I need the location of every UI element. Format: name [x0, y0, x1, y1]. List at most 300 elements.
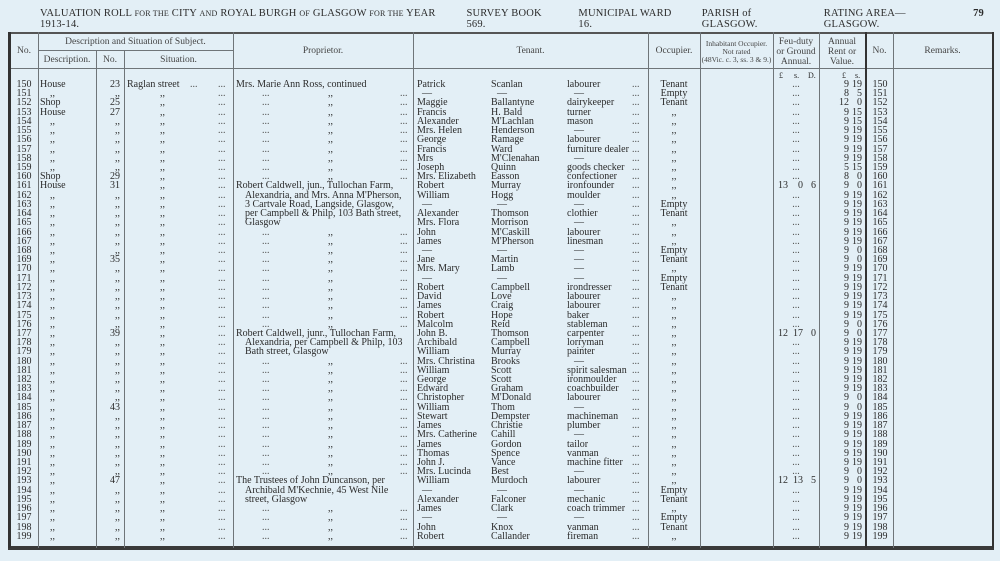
row-number: 198 — [16, 521, 32, 533]
occupier: ,, — [671, 438, 677, 450]
proprietor-ditto: ,, — [328, 281, 333, 293]
tenant-dots: ... — [632, 143, 640, 155]
row-number-right: 157 — [872, 143, 888, 155]
tenant-dots: ... — [632, 410, 640, 422]
tenant-occupation: coach trimmer — [567, 503, 626, 515]
row-number: 180 — [16, 355, 32, 367]
feu-duty: ... — [792, 198, 800, 210]
proprietor-dots: ... — [262, 143, 270, 155]
house-number: ,, — [115, 115, 120, 127]
house-number: ,, — [115, 457, 120, 469]
proprietor-dots: ... — [400, 272, 408, 284]
proprietor-dots: ... — [400, 281, 408, 293]
situation-dots: ... — [218, 134, 226, 146]
tenant-first-name: William — [417, 346, 450, 358]
occupier: ,, — [671, 291, 677, 303]
header-proprietor: Proprietor. — [302, 46, 344, 56]
proprietor-ditto: ,, — [328, 447, 333, 459]
row-number-right: 159 — [872, 161, 888, 173]
situation-ditto: ,, — [160, 420, 165, 432]
rent-shillings: 19 — [852, 364, 862, 376]
occupier: ,, — [671, 337, 677, 349]
tenant-first-name: James — [417, 503, 442, 515]
tenant-occupation: — — [574, 484, 584, 496]
proprietor-ditto: ,, — [328, 457, 333, 469]
situation-ditto: ,, — [160, 410, 165, 422]
header-description-group: Description and Situation of Subject. — [65, 37, 206, 47]
feu-duty: ... — [792, 429, 800, 441]
header-line: Inhabitant Occupier. — [705, 39, 768, 48]
situation-ditto: ,, — [160, 254, 165, 266]
situation-ditto: ,, — [160, 115, 165, 127]
col-divider — [893, 32, 894, 548]
rent-pounds: 9 — [844, 374, 849, 386]
proprietor-dots: ... — [262, 318, 270, 330]
rent-shillings: 0 — [857, 180, 862, 192]
proprietor-ditto: ,, — [328, 300, 333, 312]
tenant-surname: Hope — [491, 309, 513, 321]
occupier: Empty — [660, 484, 688, 496]
row-number: 190 — [16, 447, 32, 459]
tenant-surname: M'Caskill — [491, 226, 531, 238]
house-number: ,, — [115, 226, 120, 238]
situation-dots: ... — [218, 475, 226, 487]
description: ,, — [50, 161, 55, 173]
rent-pounds: 9 — [844, 125, 849, 137]
row-number: 170 — [16, 263, 32, 275]
row-number: 157 — [16, 143, 32, 155]
situation-ditto: ,, — [160, 475, 165, 487]
description: ,, — [50, 466, 55, 478]
situation-dots: ... — [218, 337, 226, 349]
rent-pounds: 9 — [844, 521, 849, 533]
tenant-surname: Murray — [491, 346, 521, 358]
occupier: ,, — [671, 457, 677, 469]
occupier: ,, — [671, 447, 677, 459]
tenant-occupation: vanman — [567, 447, 599, 459]
proprietor-ditto: ,, — [328, 429, 333, 441]
tenant-occupation: moulder — [567, 189, 601, 201]
situation-ditto: ,, — [160, 272, 165, 284]
tenant-occupation: machine fitter — [567, 457, 623, 469]
proprietor-dots: ... — [262, 364, 270, 376]
situation-ditto: ,, — [160, 97, 165, 109]
rent-shillings: 19 — [852, 420, 862, 432]
tenant-first-name: Stewart — [417, 410, 448, 422]
rent-shillings: 19 — [852, 457, 862, 469]
row-number: 192 — [16, 466, 32, 478]
proprietor-ditto: ,, — [328, 309, 333, 321]
row-number: 186 — [16, 410, 32, 422]
occupier: Empty — [660, 198, 688, 210]
situation-dots: ... — [218, 438, 226, 450]
feu-duty: ... — [792, 309, 800, 321]
proprietor-ditto: ,, — [328, 125, 333, 137]
proprietor-ditto: ,, — [328, 512, 333, 524]
proprietor-dots: ... — [262, 374, 270, 386]
rent-pounds: 9 — [844, 309, 849, 321]
rent-pounds: 9 — [844, 493, 849, 505]
feu-duty: ... — [792, 493, 800, 505]
situation: Raglan street — [127, 79, 180, 90]
rent-shillings: 19 — [852, 198, 862, 210]
house-number: 23 — [110, 79, 120, 90]
col-divider — [700, 32, 701, 548]
rent-shillings: 0 — [857, 475, 862, 487]
row-number-right: 156 — [872, 134, 888, 146]
description: ,, — [50, 198, 55, 210]
tenant-first-name: George — [417, 374, 447, 386]
row-number-right: 181 — [872, 364, 888, 376]
proprietor-dots: ... — [262, 272, 270, 284]
rent-shillings: 19 — [852, 208, 862, 220]
header-line: Not rated — [722, 47, 751, 56]
row-number: 164 — [16, 208, 32, 220]
occupier: ,, — [671, 217, 677, 229]
tenant-surname: Henderson — [491, 125, 535, 137]
house-number: ,, — [115, 364, 120, 376]
description: ,, — [50, 512, 55, 524]
feu-duty-pence: 6 — [811, 180, 816, 192]
tenant-dots: ... — [632, 217, 640, 229]
house-number: ,, — [115, 189, 120, 201]
proprietor-dots: ... — [262, 355, 270, 367]
rent-pounds: 9 — [844, 346, 849, 358]
house-number: ,, — [115, 383, 120, 395]
proprietor-dots: ... — [400, 125, 408, 137]
tenant-first-name: — — [422, 512, 432, 524]
tenant-dots: ... — [632, 327, 640, 339]
rent-shillings: 19 — [852, 429, 862, 441]
proprietor-dots: ... — [262, 88, 270, 100]
tenant-occupation: — — [574, 355, 584, 367]
tenant-first-name: James — [417, 300, 442, 312]
tenant-first-name: John J. — [417, 457, 445, 469]
tenant-first-name: George — [417, 134, 447, 146]
proprietor-dots: ... — [400, 374, 408, 386]
proprietor-dots: ... — [262, 383, 270, 395]
situation-ditto: ,, — [160, 521, 165, 533]
occupier: Tenant — [660, 521, 688, 533]
tenant-surname: Quinn — [491, 161, 516, 173]
tenant-dots: ... — [632, 512, 640, 524]
occupier: ,, — [671, 374, 677, 386]
situation-ditto: ,, — [160, 171, 165, 183]
tenant-dots: ... — [632, 180, 640, 192]
rent-pounds: 9 — [844, 263, 849, 275]
row-number-right: 192 — [872, 466, 888, 478]
description: ,, — [50, 217, 55, 229]
rent-shillings: 19 — [852, 503, 862, 515]
row-number: 160 — [16, 171, 32, 183]
tenant-occupation: clothier — [567, 208, 598, 220]
house-number: ,, — [115, 125, 120, 137]
row-number: 174 — [16, 300, 32, 312]
rent-shillings: 19 — [852, 438, 862, 450]
situation-ditto: ,, — [160, 346, 165, 358]
proprietor-dots: ... — [262, 401, 270, 413]
feu-duty-shillings: 17 — [793, 327, 803, 339]
situation-dots: ... — [218, 79, 226, 90]
proprietor-ditto: ,, — [328, 88, 333, 100]
feu-duty: ... — [792, 272, 800, 284]
proprietor-dots: ... — [262, 410, 270, 422]
row-number: 185 — [16, 401, 32, 413]
house-number: 43 — [110, 401, 120, 413]
proprietor-dots: ... — [262, 457, 270, 469]
proprietor-dots: ... — [262, 125, 270, 137]
tenant-occupation: — — [574, 512, 584, 524]
table-bottom-border — [8, 546, 994, 550]
proprietor: Robert Caldwell, jun., Tullochan Farm, — [236, 180, 394, 192]
tenant-surname: Callander — [491, 530, 530, 542]
situation-ditto: ,, — [160, 235, 165, 247]
row-number-right: 174 — [872, 300, 888, 312]
house-number: ,, — [115, 447, 120, 459]
description: ,, — [50, 438, 55, 450]
occupier: ,, — [671, 466, 677, 478]
row-number: 182 — [16, 374, 32, 386]
rent-pounds: 9 — [844, 475, 849, 487]
tenant-first-name: Jane — [417, 254, 435, 266]
tenant-surname: Ramage — [491, 134, 524, 146]
occupier: ,, — [671, 327, 677, 339]
row-number: 156 — [16, 134, 32, 146]
proprietor-dots: ... — [400, 134, 408, 146]
feu-duty: ... — [792, 401, 800, 413]
tenant-dots: ... — [632, 115, 640, 127]
proprietor-dots: ... — [400, 235, 408, 247]
situation-dots: ... — [218, 318, 226, 330]
house-number: 39 — [110, 327, 120, 339]
header-tenant: Tenant. — [516, 46, 545, 56]
rent-pounds: 9 — [844, 337, 849, 349]
tenant-first-name: James — [417, 438, 442, 450]
rent-shillings: 19 — [852, 521, 862, 533]
feu-duty: ... — [792, 125, 800, 137]
house-number: ,, — [115, 291, 120, 303]
proprietor-dots: ... — [262, 161, 270, 173]
situation-dots: ... — [218, 346, 226, 358]
tenant-first-name: Alexander — [417, 208, 459, 220]
row-number: 175 — [16, 309, 32, 321]
row-number-right: 190 — [872, 447, 888, 459]
tenant-surname: Christie — [491, 420, 523, 432]
proprietor-dots: ... — [400, 410, 408, 422]
tenant-surname: Scott — [491, 374, 512, 386]
feu-duty: ... — [792, 410, 800, 422]
feu-duty: ... — [792, 392, 800, 404]
feu-duty: ... — [792, 512, 800, 524]
proprietor-ditto: ,, — [328, 383, 333, 395]
situation-dots: ... — [218, 291, 226, 303]
proprietor-dots: ... — [262, 152, 270, 164]
situation-dots: ... — [218, 355, 226, 367]
row-number-right: 176 — [872, 318, 888, 330]
row-number: 194 — [16, 484, 32, 496]
proprietor-dots: ... — [262, 134, 270, 146]
tenant-first-name: Francis — [417, 143, 447, 155]
tenant-surname: Love — [491, 291, 512, 303]
header-line: Feu-duty — [778, 37, 814, 47]
proprietor-ditto: ,, — [328, 134, 333, 146]
occupier: ,, — [671, 134, 677, 146]
house-number: ,, — [115, 208, 120, 220]
tenant-dots: ... — [632, 235, 640, 247]
proprietor-dots: ... — [262, 447, 270, 459]
house-number: 47 — [110, 475, 120, 487]
tenant-dots: ... — [632, 466, 640, 478]
tenant-first-name: Robert — [417, 530, 445, 542]
house-number: ,, — [115, 143, 120, 155]
feu-duty: ... — [792, 374, 800, 386]
situation-ditto: ,, — [160, 226, 165, 238]
tenant-dots: ... — [632, 438, 640, 450]
tenant-occupation: irondresser — [567, 281, 612, 293]
row-number-right: 185 — [872, 401, 888, 413]
proprietor-ditto: ,, — [328, 318, 333, 330]
tenant-surname: Reid — [491, 318, 510, 330]
house-number: ,, — [115, 355, 120, 367]
feu-duty: ... — [792, 208, 800, 220]
feu-duty: ... — [792, 346, 800, 358]
tenant-occupation: — — [574, 198, 584, 210]
tenant-occupation: ironmoulder — [567, 374, 617, 386]
proprietor-dots: ... — [262, 503, 270, 515]
rent-pounds: 9 — [844, 281, 849, 293]
occupier: ,, — [671, 355, 677, 367]
row-number-right: 155 — [872, 125, 888, 137]
rent-shillings: 19 — [852, 134, 862, 146]
tenant-surname: Campbell — [491, 281, 530, 293]
tenant-dots: ... — [632, 374, 640, 386]
description: ,, — [50, 291, 55, 303]
occupier: ,, — [671, 318, 677, 330]
feu-duty: ... — [792, 337, 800, 349]
row-number: 183 — [16, 383, 32, 395]
tenant-occupation: labourer — [567, 475, 601, 487]
feu-duty: ... — [792, 318, 800, 330]
proprietor-dots: ... — [400, 392, 408, 404]
tenant-dots: ... — [632, 171, 640, 183]
row-number: 153 — [16, 106, 32, 118]
description: ,, — [50, 281, 55, 293]
rent-shillings: 19 — [852, 125, 862, 137]
tenant-surname: Graham — [491, 383, 524, 395]
rent-pounds: 9 — [844, 401, 849, 413]
situation-dots: ... — [218, 254, 226, 266]
occupier: Tenant — [660, 281, 688, 293]
occupier: ,, — [671, 115, 677, 127]
proprietor-dots: ... — [400, 97, 408, 109]
description: ,, — [50, 503, 55, 515]
feu-duty: ... — [792, 88, 800, 100]
description: ,, — [50, 88, 55, 100]
tenant-surname: Ballantyne — [491, 97, 535, 109]
tenant-surname: — — [497, 88, 507, 100]
tenant-first-name: Francis — [417, 106, 447, 118]
tenant-first-name: William — [417, 189, 450, 201]
tenant-surname: — — [497, 198, 507, 210]
unit-rent-shillings: s. — [855, 71, 861, 80]
proprietor-dots: ... — [262, 420, 270, 432]
tenant-dots: ... — [632, 429, 640, 441]
feu-duty-pounds: 13 — [778, 180, 788, 192]
proprietor-ditto: ,, — [328, 410, 333, 422]
tenant-dots: ... — [632, 337, 640, 349]
description: Shop — [40, 171, 61, 183]
rent-shillings: 19 — [852, 493, 862, 505]
proprietor-dots: ... — [400, 143, 408, 155]
description: ,, — [50, 300, 55, 312]
tenant-occupation: ironfounder — [567, 180, 615, 192]
tenant-dots: ... — [632, 198, 640, 210]
rent-shillings: 19 — [852, 263, 862, 275]
row-number: 177 — [16, 327, 32, 339]
tenant-surname: Craig — [491, 300, 514, 312]
house-number: ,, — [115, 530, 120, 542]
row-number-right: 198 — [872, 521, 888, 533]
description: ,, — [50, 327, 55, 339]
proprietor-dots: ... — [262, 512, 270, 524]
situation-ditto: ,, — [160, 189, 165, 201]
occupier: Empty — [660, 88, 688, 100]
row-number-right: 188 — [872, 429, 888, 441]
feu-duty: ... — [792, 171, 800, 183]
feu-duty: ... — [792, 521, 800, 533]
house-number: 27 — [110, 106, 120, 118]
feu-duty: ... — [792, 134, 800, 146]
row-number-right: 187 — [872, 420, 888, 432]
house-number: ,, — [115, 337, 120, 349]
description: ,, — [50, 521, 55, 533]
row-number-right: 183 — [872, 383, 888, 395]
proprietor-dots: ... — [262, 106, 270, 118]
situation-ditto: ,, — [160, 530, 165, 542]
description: ,, — [50, 125, 55, 137]
description: ,, — [50, 420, 55, 432]
feu-duty-shillings: 0 — [798, 180, 803, 192]
occupier: Tenant — [660, 79, 688, 90]
situation-ditto: ,, — [160, 291, 165, 303]
header-description: Description. — [43, 55, 91, 65]
tenant-surname: Best — [491, 466, 509, 478]
tenant-first-name: — — [422, 198, 432, 210]
rent-shillings: 19 — [852, 272, 862, 284]
situation-ditto: ,, — [160, 493, 165, 505]
house-number: ,, — [115, 217, 120, 229]
occupier: ,, — [671, 180, 677, 192]
situation-dots: ... — [190, 79, 198, 90]
header-line: Value. — [829, 57, 854, 67]
tenant-occupation: — — [574, 272, 584, 284]
proprietor-dots: ... — [262, 244, 270, 256]
row-number-right: 162 — [872, 189, 888, 201]
tenant-first-name: Mrs. Helen — [417, 125, 462, 137]
header-no: No. — [17, 46, 31, 56]
tenant-occupation: tailor — [567, 438, 589, 450]
tenant-first-name: Mrs. Catherine — [417, 429, 477, 441]
situation-dots: ... — [218, 180, 226, 192]
tenant-dots: ... — [632, 97, 640, 109]
house-number: ,, — [115, 420, 120, 432]
proprietor-dots: ... — [262, 281, 270, 293]
house-number: 31 — [110, 180, 120, 192]
occupier: ,, — [671, 503, 677, 515]
rent-shillings: 19 — [852, 79, 862, 90]
header-feu-duty — [773, 37, 819, 67]
rent-shillings: 19 — [852, 355, 862, 367]
